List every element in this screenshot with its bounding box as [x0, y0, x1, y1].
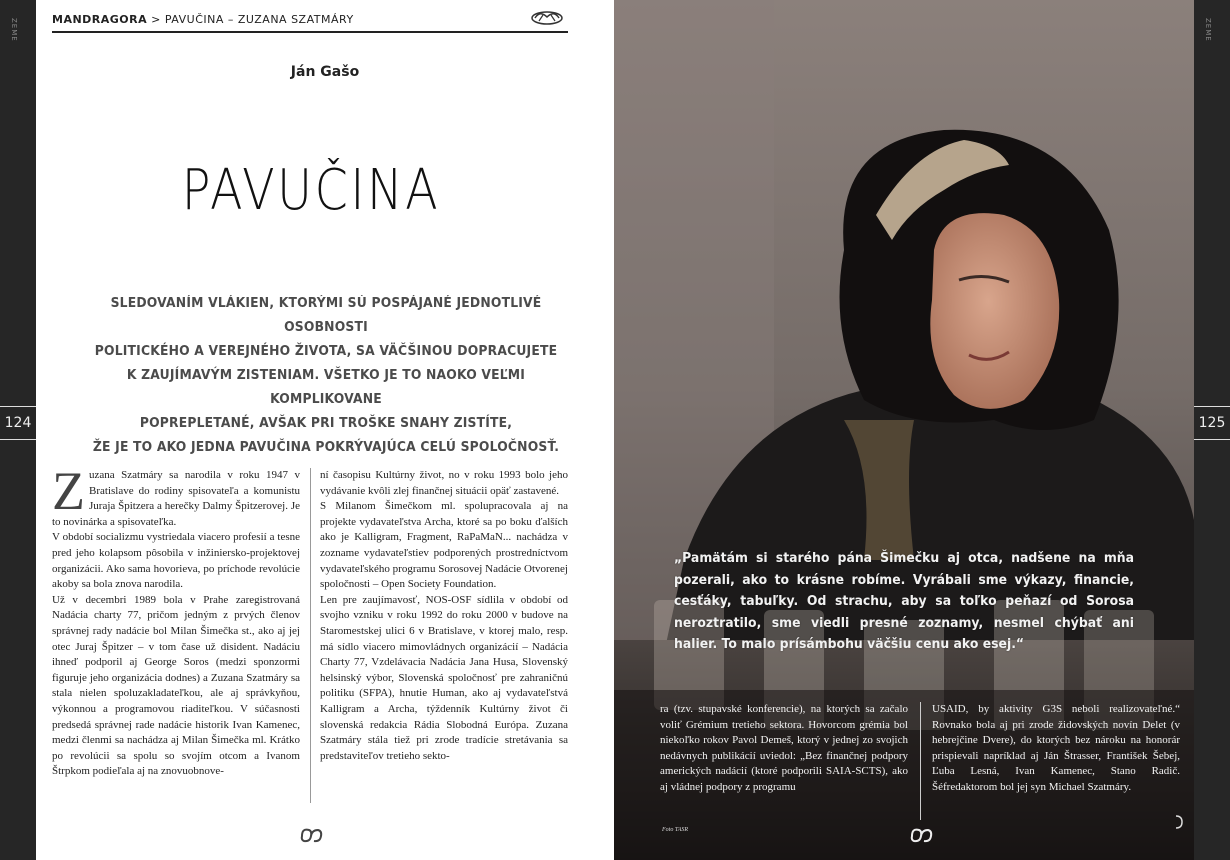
lead-line: SLEDOVANÍM VLÁKIEN, KTORÝMI SÚ POSPÁJANÉ JEDNOTLIVÉ OSOBNOSTI	[110, 296, 542, 335]
photo-credit: Foto TASR	[662, 827, 689, 833]
text-column-4: USAID, by aktivity G3S neboli realizovateľné.“ Rovnako bola aj pri zrode židovských novín Delet (v hebrejčine Dvere), do ktorých bez nároku na honorár prispievali napríklad aj Ján Štrasser, František Šebej, Ľuba Lesná, Ivan Kamenec, Stano Radič. Šéfredaktorom bol jej syn Michael Szatmáry.	[932, 703, 1180, 793]
magazine-logo-icon	[530, 8, 564, 26]
lead-line: POPREPLETANÉ, AVŠAK PRI TROŠKE SNAHY ZISTÍTE,	[139, 416, 513, 431]
margin-tag: ZEME	[10, 18, 18, 42]
column-divider	[310, 468, 311, 803]
column-divider	[920, 702, 921, 820]
article-author: Ján Gašo	[290, 64, 360, 80]
paragraph: V období socializmu vystriedala viacero profesií a tesne pred jeho kolapsom pôsobila v inžiniersko-projektovej organizácii. Ako sama hovorieva, po príchode revolúcie akoby sa bola znova narodila.	[52, 531, 300, 591]
lead-line: K ZAUJÍMAVÝM ZISTENIAM. VŠETKO JE TO NAOKO VEĽMI KOMPLIKOVANE	[126, 368, 526, 407]
text-column-2	[320, 468, 568, 764]
paragraph: S Milanom Šimečkom ml. spolupracovala aj na projekte vydavateľstva Archa, ktoré sa po boku ďalších ako je Kalligram, Fragment, RaPaMaN... nachádza v zozname vydavateľstiev podporených prostredníctvom vydavateľského programu Sorosovej Nadácie Otvorenej spoločnosti – Open Society Foundation.	[320, 500, 568, 591]
ornament-icon	[298, 822, 324, 848]
page-number-left: 124	[0, 406, 36, 440]
pull-quote: „Pamätám si starého pána Šimečku aj otca, nadšene na mňa pozerali, ako to krásne robíme. Vyrábali sme výkazy, financie, cesťáky, tabuľky. Od strachu, aby sa toľko peňazí od Sorosa neroztratilo, sme viedli presné zoznamy, nesmel chýbať ani halier. To malo prísámbohu väčšiu cenu ako esej.“	[674, 550, 1134, 652]
paragraph: Už v decembri 1989 bola v Prahe zaregistrovaná Nadácia charty 77, pričom jedným z prvých členov správnej rady nadácie bol Milan Šimečka st., ako aj jej otec Juraj Špitzer – v tom čase už disident. Nadáciu ihneď podporil aj George Soros (medzi sponzormi figuruje jeho organizácia dodnes) a Zuzana Szatmáry sa stala nielen spoluzakladateľkou, ale aj správkyňou, výkonnou a programovou riaditeľkou. V súčasnosti predsedá správnej rade nadácie historik Ivan Kamenec, medzi členmi sa nachádza aj Milan Šimečka ml. Krátko po revolúcii sa spolu so svojím otcom a Ivanom Štrpkom podieľala aj na znovuobnove-	[52, 593, 300, 778]
header-section: MANDRAGORA	[52, 13, 148, 26]
header-separator: >	[147, 13, 165, 26]
paragraph: ní časopisu Kultúrny život, no v roku 1993 bolo jeho vydávanie kvôli zlej finančnej situácii opäť zastavené.	[320, 469, 568, 497]
paragraph: Len pre zaujímavosť, NOS-OSF sídlila v období od svojho vzniku v roku 1992 do roku 2000 v budove na Staromestskej ulici 6 v Bratislave, v ktorej malo, resp. má sídlo viacero mimovládnych organizácií – Nadácia Charty 77, Vzdelávacia Nadácia Jana Husa, Slovenský helsinský výbor, Slovenská spoločnosť pre zahraničnú politiku (SFPA), hnutie Human, ako aj vydavateľstvá Kalligram a Archa, týždenník Kultúrny život či slovenská redakcia Rádia Slobodná Európa. Zuzana Szatmáry stála tiež pri zrode tradície stretávania sa predstaviteľov tretieho sekto-	[320, 593, 568, 762]
page-number-right: 125	[1194, 406, 1230, 440]
left-margin	[0, 0, 36, 860]
lead-line: ŽE JE TO AKO JEDNA PAVUČINA POKRÝVAJÚCA CELÚ SPOLOČNOSŤ.	[92, 440, 560, 455]
ornament-icon	[908, 822, 934, 848]
paragraph: Zuzana Szatmáry sa narodila v roku 1947 v Bratislave do rodiny spisovateľa a komunistu Juraja Špitzera a herečky Dalmy Špitzerovej. Je to novinárka a spisovateľka.	[52, 461, 300, 528]
right-page	[614, 0, 1194, 860]
drop-cap: Z	[52, 461, 85, 521]
text-column-3: ra (tzv. stupavské konferencie), na ktorých sa začalo voliť Grémium tretieho sektora. Hovorcom grémia bol niekoľko rokov Pavol Demeš, ktorý v jednej zo svojich nedávnych publikácií uviedol: „Bez finančnej podpory amerických nadácií (ktoré podporili SAIA-SCTS), ako aj vládnej podpory z programu	[660, 703, 908, 793]
lead-line: POLITICKÉHO A VEREJNÉHO ŽIVOTA, SA VÄČŠINOU DOPRACUJETE	[94, 344, 558, 359]
text-column-1	[52, 461, 300, 780]
right-margin	[1194, 0, 1230, 860]
left-page	[36, 0, 614, 860]
margin-tag: ZEME	[1204, 18, 1212, 42]
header-topic: PAVUČINA – ZUZANA SZATMÁRY	[164, 13, 354, 26]
article-title: PAVUČINA	[181, 158, 441, 223]
article-lead	[79, 292, 573, 460]
small-ornament-icon	[1174, 812, 1184, 832]
running-header	[52, 13, 568, 33]
